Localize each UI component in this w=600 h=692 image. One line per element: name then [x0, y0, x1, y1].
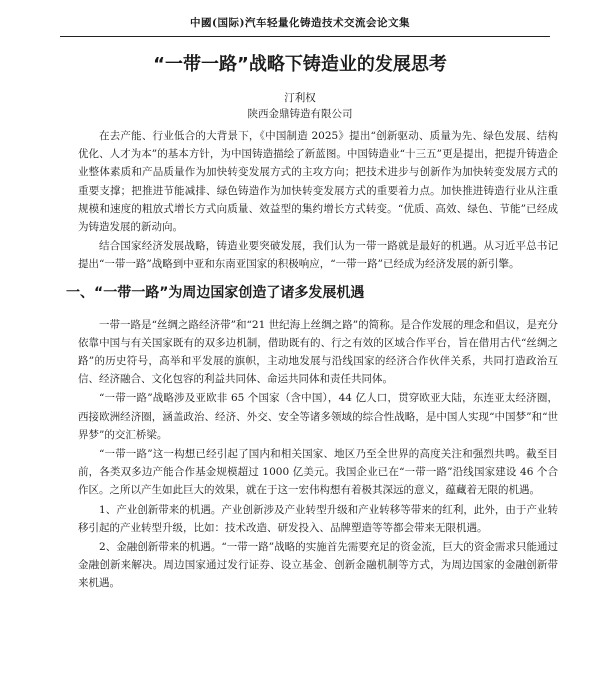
article-author: 汀利权: [284, 92, 316, 104]
journal-header: 中國(国际)汽车轻量化铸造技术交流会论文集: [190, 17, 410, 29]
section-1-paragraph-3: “一带一路”这一构想已经引起了国内和相关国家、地区乃至全世界的高度关注和强烈共鸣。截至目前，各类双多边产能合作基金规模超过 1000 亿美元。我国企业已在“一带一路”沿线国家建设 46 个合作区。之所以产生如此巨大的效果，就在于这一宏伟构想有着极其深远的意义，蕴藏着无限的机遇。: [78, 448, 558, 497]
section-1-heading: 一、“一带一路”为周边国家创造了诸多发展机遇: [66, 284, 365, 301]
article-affiliation: 陕西金鼎铸造有限公司: [247, 108, 353, 120]
section-1-paragraph-4: 1、产业创新带来的机遇。产业创新涉及产业转型升级和产业转移等带来的红利，此外，由于产业转移引起的产业转型升级，比如：技术改造、研发投入、品牌塑造等等都会带来无限机遇。: [78, 503, 558, 534]
section-1-paragraph-1: 一带一路是“丝绸之路经济带”和“21 世纪海上丝绸之路”的简称。是合作发展的理念和倡议，是充分依靠中国与有关国家既有的双多边机制，借助既有的、行之有效的区域合作平台，旨在借用古代“丝绸之路”的历史符号，高举和平发展的旗帜，主动地发展与沿线国家的经济合作伙伴关系，共同打造政治互信、经济融合、文化包容的利益共同体、命运共同体和责任共同体。: [78, 318, 558, 386]
section-1-paragraph-5: 2、金融创新带来的机遇。“一带一路”战略的实施首先需要充足的资金流，巨大的资金需求只能通过金融创新来解决。周边国家通过发行证券、设立基金、创新金融机制等方式，为周边国家的金融创新带来机遇。: [78, 541, 558, 590]
section-1-paragraph-2: “一带一路”战略涉及亚欧非 65 个国家（含中国），44 亿人口，贯穿欧亚大陆，东连亚太经济圈，西接欧洲经济圈，涵盖政治、经济、外交、安全等诸多领域的综合性战略，是中国人实现“中国梦”和“世界梦”的交汇桥梁。: [78, 392, 558, 441]
header-rule: [60, 36, 550, 37]
article-title: “一带一路”战略下铸造业的发展思考: [153, 54, 447, 75]
intro-paragraph-1: 在去产能、行业低合的大背景下，《中国制造 2025》提出“创新驱动、质量为先、绿色发展、结构优化、人才为本”的基本方针，为中国铸造描绘了新蓝图。中国铸造业“十三五”更是提出，把提升铸造企业整体素质和产品质量作为加快转变发展方式的主攻方向；把技术进步与创新作为加快转变发展方式的重要支撑；把推进节能减排、绿色铸造作为加快转变发展方式的重要着力点。加快推进铸造行业从注重规模和速度的粗放式增长方式向质量、效益型的集约增长方式转变。“优质、高效、绿色、节能”已经成为铸造发展的新动向。: [78, 130, 558, 234]
intro-paragraph-2: 结合国家经济发展战略，铸造业要突破发展，我们认为一带一路就是最好的机遇。从习近平总书记提出“一带一路”战略到中亚和东南亚国家的积极响应，“一带一路”已经成为经济发展的新引擎。: [78, 240, 558, 271]
article-body: [66, 127, 558, 594]
